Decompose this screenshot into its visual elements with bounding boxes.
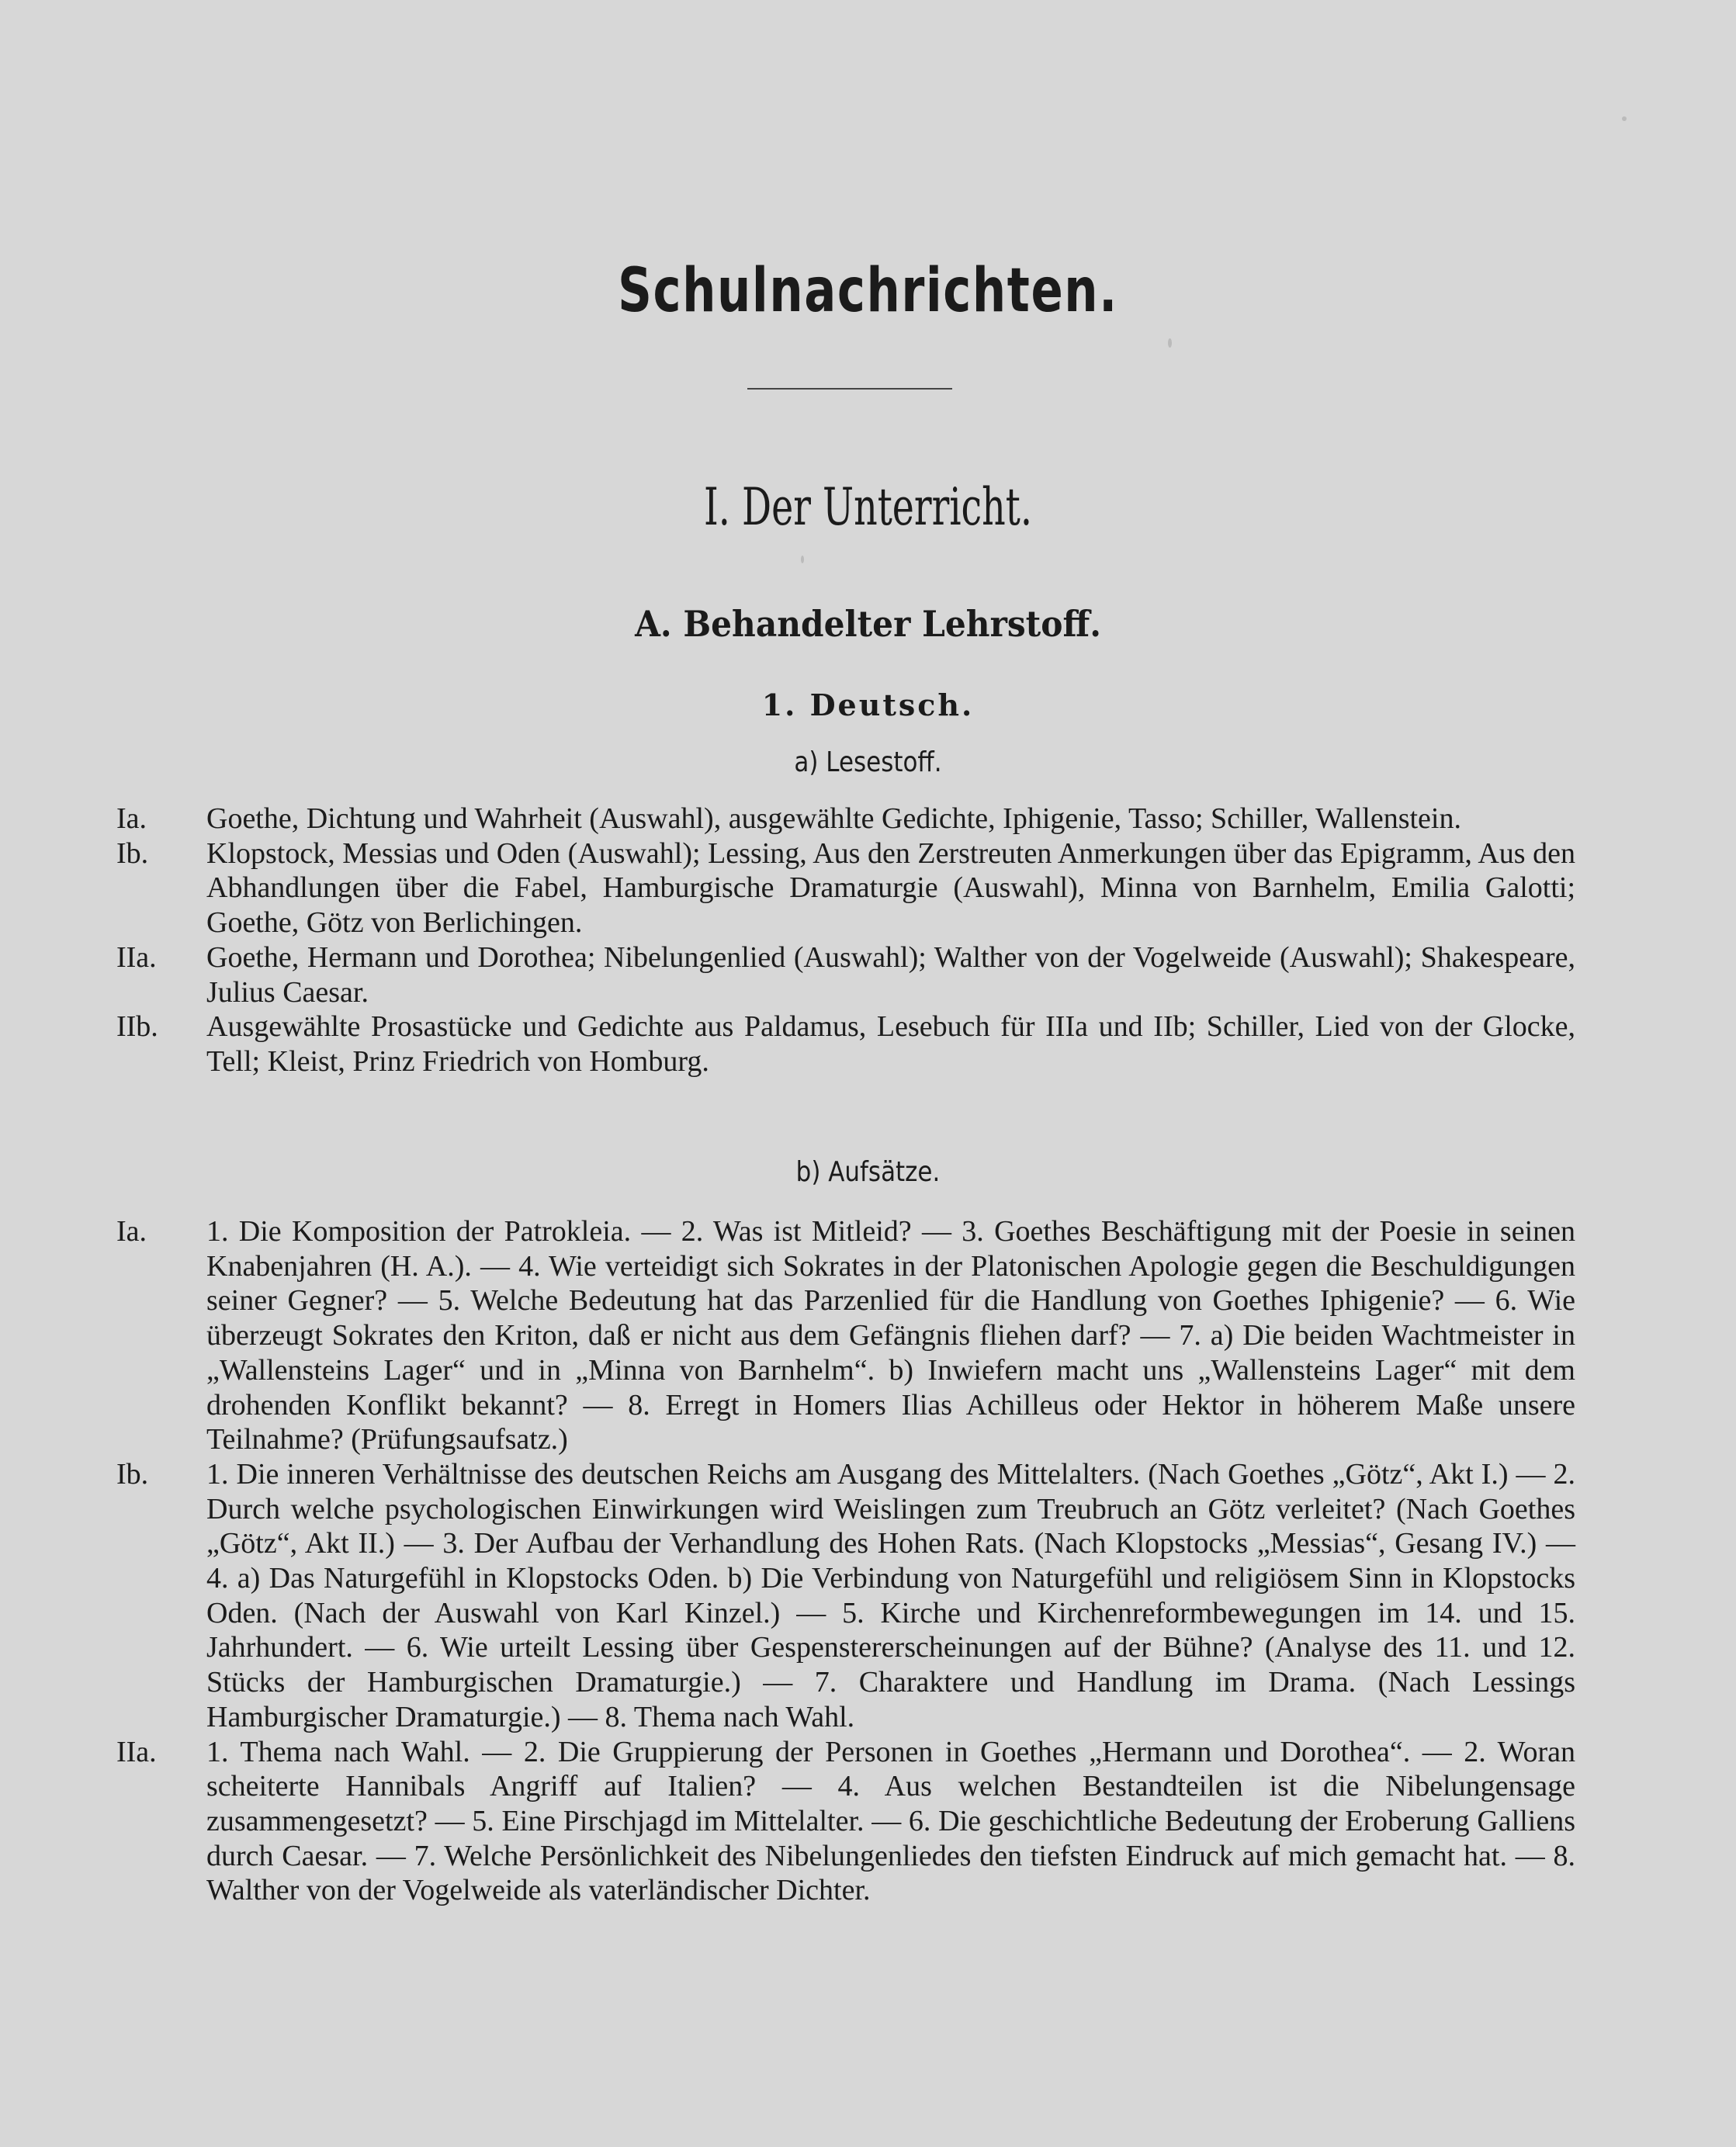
subsection-title: A. Behandelter Lehrstoff. [635,603,1101,645]
entry-text: Goethe, Dichtung und Wahrheit (Auswahl), ausgewählte Gedichte, Iphigenie, Tasso; Schiller, Wallenstein. [206,802,1461,835]
class-level-label: IIa. [116,940,157,974]
aufsaetze-entry-ib [116,1457,1575,1735]
section-title: I. Der Unterricht. [704,477,1032,537]
subject-title: 1. Deutsch. [761,687,975,722]
class-level-label: IIb. [116,1010,158,1044]
entry-text: Goethe, Hermann und Dorothea; Nibelungenlied (Auswahl); Walther von der Vogelweide (Auswahl); Shakespeare, Julius Caesar. [206,940,1575,1009]
lesestoff-list [116,802,1575,1079]
class-level-label: Ia. [116,1215,147,1248]
lesestoff-entry-ib [116,836,1575,940]
lesestoff-entry-ia [116,802,1575,836]
page-title: Schulnachrichten. [618,256,1118,326]
aufsaetze-heading: b) Aufsätze. [795,1156,941,1188]
lesestoff-entry-iia [116,940,1575,1009]
class-level-label: Ib. [116,836,149,870]
aufsaetze-entry-ia [116,1214,1575,1457]
class-level-label: Ib. [116,1457,149,1491]
paper-speck [1168,338,1172,348]
aufsaetze-list [116,1214,1575,1908]
lesestoff-entry-iib [116,1009,1575,1079]
entry-text: 1. Thema nach Wahl. — 2. Die Gruppierung der Personen in Goethes „Hermann und Dorothea“. — 2. Woran scheiterte Hannibals Angriff auf Italien? — 4. Aus welchen Bestandteilen ist die Nibelungensage zusammengesetzt? — 5. Eine Pirschjagd im Mittelalter. — 6. Die geschichtliche Bedeutung der Eroberung Galliens durch Caesar. — 7. Welche Persönlichkeit des Nibelungenliedes den tiefsten Eindruck auf mich gemacht hat. — 8. Walther von der Vogelweide als vaterländischer Dichter. [206,1735,1575,1907]
class-level-label: IIa. [116,1735,157,1768]
entry-text: Ausgewählte Prosastücke und Gedichte aus Paldamus, Lesebuch für IIIa und IIb; Schiller, Lied von der Glocke, Tell; Kleist, Prinz Friedrich von Homburg. [206,1010,1575,1078]
paper-speck [801,556,804,563]
entry-text: 1. Die inneren Verhältnisse des deutschen Reichs am Ausgang des Mittelalters. (Nach Goethes „Götz“, Akt I.) — 2. Durch welche psychologischen Einwirkungen wird Weislingen zum Treubruch an Götz verleitet? (Nach Goethes „Götz“, Akt II.) — 3. Der Aufbau der Verhandlung des Hohen Rats. (Nach Klopstocks „Messias“, Gesang IV.) — 4. a) Das Naturgefühl in Klopstocks Oden. b) Die Verbindung von Naturgefühl und religiösem Sinn in Klopstocks Oden. (Nach der Auswahl von Karl Kinzel.) — 5. Kirche und Kirchenreformbewegungen im 14. und 15. Jahrhundert. — 6. Wie urteilt Lessing über Gespenstererscheinungen auf der Bühne? (Analyse des 11. und 12. Stücks der Hamburgischen Dramaturgie.) — 7. Charaktere und Handlung im Drama. (Nach Lessings Hamburgischer Dramaturgie.) — 8. Thema nach Wahl. [206,1457,1575,1733]
lesestoff-heading: a) Lesestoff. [794,746,942,778]
paper-speck [1622,116,1627,121]
aufsaetze-entry-iia [116,1735,1575,1909]
entry-text: 1. Die Komposition der Patrokleia. — 2. Was ist Mitleid? — 3. Goethes Beschäftigung mit der Poesie in seinen Knabenjahren (H. A.). — 4. Wie verteidigt sich Sokrates in der Platonischen Apologie gegen die Beschuldigungen seiner Gegner? — 5. Welche Bedeutung hat das Parzenlied für die Handlung von Goethes Iphigenie? — 6. Wie überzeugt Sokrates den Kriton, daß er nicht aus dem Gefängnis fliehen darf? — 7. a) Die beiden Wachtmeister in „Wallensteins Lager“ und in „Minna von Barnhelm“. b) Inwiefern macht uns „Wallensteins Lager“ mit dem drohenden Konflikt bekannt? — 8. Erregt in Homers Ilias Achilleus oder Hektor in höherem Maße unsere Teilnahme? (Prüfungsaufsatz.) [206,1215,1575,1456]
entry-text: Klopstock, Messias und Oden (Auswahl); Lessing, Aus den Zerstreuten Anmerkungen über das Epigramm, Aus den Abhandlungen über die Fabel, Hamburgische Dramaturgie (Auswahl), Minna von Barnhelm, Emilia Galotti; Goethe, Götz von Berlichingen. [206,836,1575,940]
title-divider [747,388,952,390]
class-level-label: Ia. [116,802,147,835]
